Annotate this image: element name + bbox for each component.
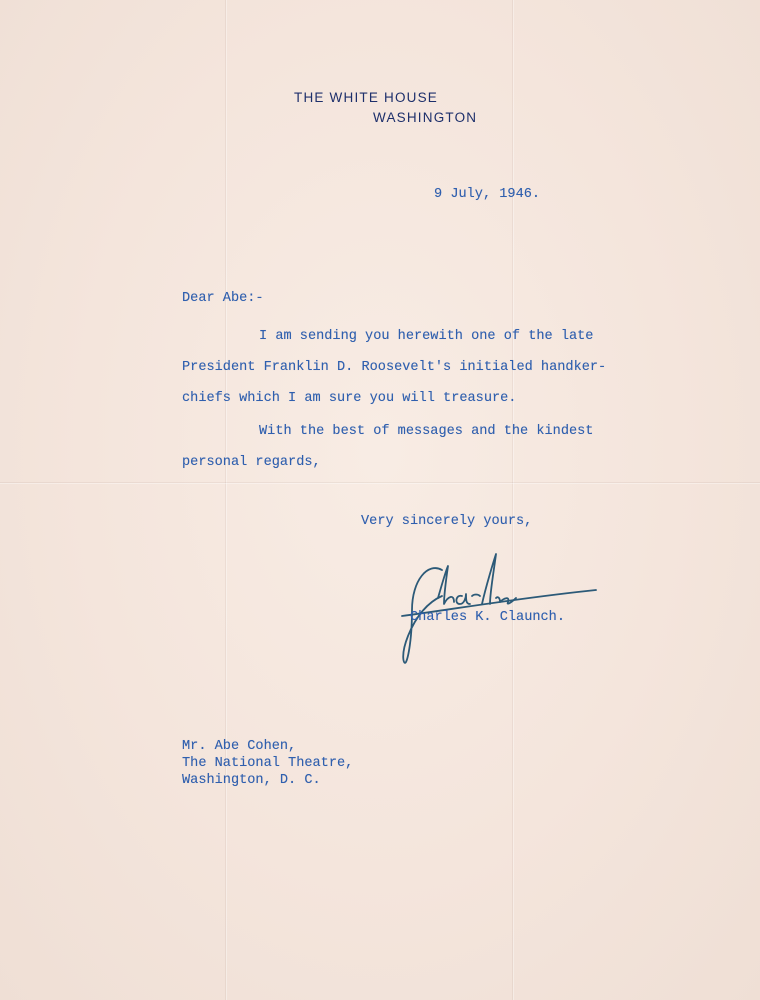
body-paragraph-1-line-3: chiefs which I am sure you will treasure.: [182, 391, 517, 406]
letterhead-subtitle: WASHINGTON: [373, 110, 478, 125]
recipient-address-line-1: Mr. Abe Cohen,: [182, 739, 297, 754]
handwritten-signature: [398, 540, 608, 670]
body-paragraph-1-line-1: I am sending you herewith one of the late: [259, 329, 594, 344]
signer-name: Charles K. Claunch.: [410, 610, 565, 625]
salutation: Dear Abe:-: [182, 291, 264, 306]
letter-date: 9 July, 1946.: [434, 187, 541, 202]
letterhead-title: THE WHITE HOUSE: [294, 90, 439, 105]
body-paragraph-2-line-2: personal regards,: [182, 455, 321, 470]
fold-crease-horizontal: [0, 482, 760, 483]
closing-line: Very sincerely yours,: [361, 514, 533, 529]
body-paragraph-1-line-2: President Franklin D. Roosevelt's initialed handker-: [182, 360, 607, 375]
fold-crease-vertical-right: [512, 0, 513, 1000]
body-paragraph-2-line-1: With the best of messages and the kindest: [259, 424, 594, 439]
recipient-address-line-3: Washington, D. C.: [182, 773, 321, 788]
recipient-address-line-2: The National Theatre,: [182, 756, 354, 771]
fold-crease-vertical-left: [225, 0, 226, 1000]
